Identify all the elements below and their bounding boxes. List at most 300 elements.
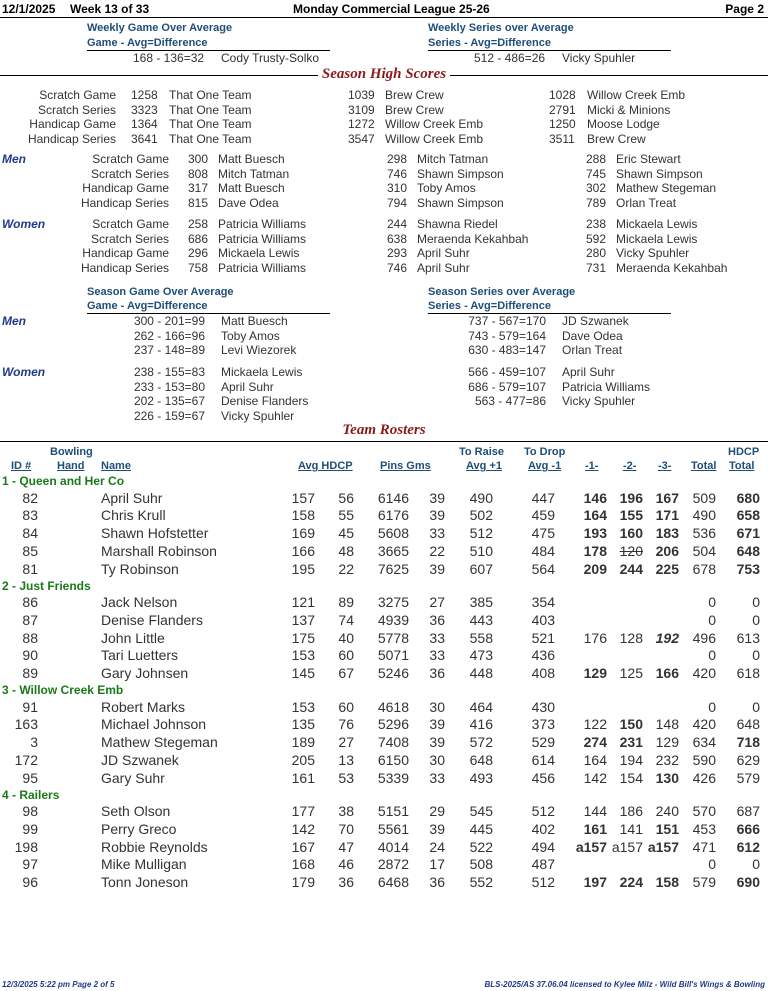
- player-raise: 648: [469, 751, 493, 768]
- player-avg: 153: [291, 698, 315, 715]
- weekly-series-title: Weekly Series over Average: [428, 22, 574, 34]
- weekly-game-title: Weekly Game Over Average: [87, 22, 233, 34]
- game-3: 151: [655, 820, 679, 837]
- player-pins: 5246: [377, 665, 409, 682]
- high-name: Patricia Williams: [218, 231, 307, 246]
- player-drop: 403: [531, 611, 555, 628]
- player-raise: 473: [469, 647, 493, 664]
- high-score: 3323: [131, 102, 158, 117]
- high-name: Toby Amos: [417, 181, 476, 195]
- col-g3: -3-: [658, 460, 672, 472]
- high-score: 731: [586, 260, 607, 275]
- game-2: 125: [619, 665, 643, 682]
- player-name: John Little: [101, 629, 165, 646]
- high-score: 1272: [348, 117, 375, 131]
- series-total: 536: [692, 525, 716, 542]
- player-raise: 493: [469, 769, 493, 786]
- high-name: Brew Crew: [587, 131, 646, 146]
- player-drop: 354: [531, 594, 555, 610]
- player-pins: 7625: [377, 560, 409, 577]
- player-gms: 39: [429, 820, 445, 837]
- high-score: 296: [188, 246, 209, 260]
- high-name: That One Team: [169, 88, 252, 102]
- player-raise: 445: [469, 820, 493, 837]
- player-drop: 436: [531, 647, 555, 664]
- season-series-sub: Series - Avg=Difference: [428, 300, 551, 312]
- header-rule: [0, 17, 768, 18]
- game-2: a157: [611, 838, 643, 855]
- series-total: 426: [692, 769, 716, 786]
- player-hdcp: 53: [338, 769, 354, 786]
- col-hdcp-bot: Total: [729, 460, 755, 472]
- high-score: 244: [387, 217, 408, 231]
- player-drop: 564: [531, 560, 555, 577]
- player-gms: 36: [429, 611, 445, 628]
- footer-right: BLS-2025/AS 37.06.04 licensed to Kylee Milz - Wild Bill's Wings & Bowling: [484, 980, 765, 989]
- player-drop: 459: [531, 507, 555, 524]
- col-hand: Hand: [57, 460, 85, 472]
- high-score: 293: [387, 246, 408, 260]
- league-name: Monday Commercial League 25-26: [293, 2, 490, 16]
- series-total: 570: [692, 803, 716, 819]
- high-score: 1250: [549, 117, 576, 131]
- player-name: Robert Marks: [101, 698, 186, 715]
- report-date: 12/1/2025: [2, 2, 56, 16]
- player-id: 172: [14, 751, 38, 768]
- player-id: 198: [14, 838, 38, 855]
- over-value: 238 - 155=83: [133, 365, 205, 379]
- high-score: 258: [188, 217, 209, 231]
- player-hdcp: 36: [338, 874, 354, 891]
- high-label: Scratch Series: [90, 231, 169, 246]
- high-name: Patricia Williams: [218, 217, 307, 231]
- player-avg: 167: [291, 838, 315, 855]
- player-gms: 33: [429, 769, 445, 786]
- player-gms: 33: [429, 647, 445, 664]
- high-name: Mitch Tatman: [417, 152, 489, 166]
- high-score: 1028: [549, 88, 576, 102]
- player-gms: 39: [429, 560, 445, 577]
- over-value: 262 - 166=96: [133, 328, 205, 343]
- player-avg: 179: [291, 874, 315, 891]
- game-3: 192: [655, 629, 679, 646]
- player-drop: 456: [531, 769, 555, 786]
- player-drop: 512: [531, 874, 555, 891]
- series-total: 0: [708, 698, 716, 715]
- player-id: 83: [22, 507, 38, 524]
- hdcp-total: 690: [736, 874, 760, 891]
- high-score: 638: [387, 231, 408, 246]
- series-total: 0: [708, 611, 716, 628]
- over-name: Vicky Spuhler: [221, 408, 295, 423]
- high-score: 745: [586, 166, 607, 181]
- high-name: Brew Crew: [385, 88, 444, 102]
- col-total: Total: [691, 460, 717, 472]
- over-name: Vicky Spuhler: [562, 394, 636, 408]
- high-name: Mickaela Lewis: [218, 246, 300, 260]
- over-name: Dave Odea: [562, 328, 623, 343]
- col-name: Name: [101, 460, 131, 472]
- col-raise-top: To Raise: [459, 446, 505, 458]
- game-2: 231: [619, 734, 643, 751]
- player-avg: 169: [291, 525, 315, 542]
- player-name: Denise Flanders: [101, 611, 203, 628]
- high-name: Willow Creek Emb: [385, 131, 484, 146]
- player-hdcp: 60: [338, 698, 354, 715]
- hdcp-total: 648: [736, 542, 760, 559]
- series-total: 490: [692, 507, 716, 524]
- season-series-title: Season Series over Average: [428, 286, 576, 298]
- high-score: 3511: [549, 131, 575, 146]
- game-3: 167: [655, 489, 679, 506]
- player-hdcp: 76: [338, 716, 354, 733]
- game-1: 176: [583, 629, 607, 646]
- series-total: 0: [708, 594, 716, 610]
- player-hdcp: 48: [338, 542, 354, 559]
- game-2: 194: [619, 751, 643, 768]
- team-name: 4 - Railers: [2, 787, 60, 802]
- player-hdcp: 13: [338, 751, 354, 768]
- player-drop: 487: [531, 856, 555, 873]
- game-2: 150: [619, 716, 643, 733]
- high-name: Moose Lodge: [587, 117, 660, 131]
- game-1: 193: [583, 525, 607, 542]
- player-pins: 6176: [377, 507, 409, 524]
- col-pins-gms: Pins Gms: [380, 460, 431, 472]
- player-drop: 484: [531, 542, 555, 559]
- hdcp-total: 629: [736, 751, 760, 768]
- player-raise: 558: [469, 629, 493, 646]
- weekly-game-sub: Game - Avg=Difference: [87, 37, 208, 49]
- player-hdcp: 74: [338, 611, 354, 628]
- hdcp-total: 687: [736, 803, 760, 819]
- player-avg: 205: [291, 751, 315, 768]
- game-2: 160: [619, 525, 643, 542]
- col-raise-bot: Avg +1: [466, 460, 502, 472]
- player-pins: 5296: [377, 716, 409, 733]
- player-gms: 39: [429, 489, 445, 506]
- high-score: 686: [188, 231, 209, 246]
- high-name: Brew Crew: [385, 102, 444, 117]
- player-pins: 5561: [377, 820, 409, 837]
- page-number: Page 2: [725, 2, 764, 16]
- hdcp-total: 648: [736, 716, 760, 733]
- player-avg: 158: [291, 507, 315, 524]
- player-hdcp: 70: [338, 820, 354, 837]
- player-gms: 33: [429, 629, 445, 646]
- women-label: Women: [2, 217, 46, 231]
- series-total: 0: [708, 856, 716, 873]
- high-score: 808: [188, 166, 209, 181]
- player-avg: 166: [291, 542, 315, 559]
- series-total: 453: [692, 820, 716, 837]
- player-pins: 5608: [377, 525, 409, 542]
- game-3: 166: [655, 665, 679, 682]
- over-value: 630 - 483=147: [468, 343, 546, 357]
- player-gms: 29: [429, 803, 445, 819]
- high-name: Shawn Simpson: [417, 195, 504, 210]
- game-2: 154: [619, 769, 643, 786]
- high-score: 310: [387, 181, 408, 195]
- player-drop: 521: [531, 629, 555, 646]
- player-hdcp: 27: [338, 734, 354, 751]
- player-drop: 529: [531, 734, 555, 751]
- hdcp-total: 666: [736, 820, 760, 837]
- high-score: 758: [188, 260, 209, 275]
- high-name: Mickaela Lewis: [616, 231, 698, 246]
- player-name: Chris Krull: [101, 507, 166, 524]
- over-name: April Suhr: [562, 365, 615, 379]
- over-name: Orlan Treat: [562, 343, 623, 357]
- game-1: 197: [583, 874, 607, 891]
- high-name: Shawn Simpson: [417, 166, 504, 181]
- series-total: 420: [692, 716, 716, 733]
- game-3: 171: [655, 507, 679, 524]
- player-drop: 494: [531, 838, 555, 855]
- player-hdcp: 56: [338, 489, 354, 506]
- series-total: 678: [692, 560, 716, 577]
- hdcp-total: 613: [736, 629, 760, 646]
- series-total: 496: [692, 629, 716, 646]
- player-gms: 30: [429, 698, 445, 715]
- player-hdcp: 89: [338, 594, 354, 610]
- game-2: 224: [619, 874, 643, 891]
- game-1: 144: [583, 803, 607, 819]
- series-total: 590: [692, 751, 716, 768]
- series-total: 420: [692, 665, 716, 682]
- player-raise: 502: [469, 507, 493, 524]
- player-gms: 24: [429, 838, 445, 855]
- game-2: 120: [619, 542, 643, 559]
- series-total: 634: [692, 734, 716, 751]
- player-pins: 5339: [377, 769, 409, 786]
- over-value: 737 - 567=170: [468, 314, 546, 328]
- over-value: 563 - 477=86: [474, 394, 546, 408]
- high-name: Orlan Treat: [616, 195, 677, 210]
- over-value: 237 - 148=89: [133, 343, 205, 357]
- player-drop: 447: [531, 489, 555, 506]
- game-2: 186: [619, 803, 643, 819]
- player-id: 91: [22, 698, 38, 715]
- game-3: 129: [655, 734, 679, 751]
- men-label-2: Men: [2, 314, 26, 328]
- game-1: a157: [575, 838, 607, 855]
- game-3: 240: [655, 803, 679, 819]
- team-name: 3 - Willow Creek Emb: [2, 683, 124, 697]
- hdcp-total: 618: [736, 665, 760, 682]
- game-1: 209: [583, 560, 607, 577]
- player-name: Jack Nelson: [101, 594, 178, 610]
- high-label: Scratch Series: [90, 166, 169, 181]
- high-label: Handicap Game: [29, 117, 116, 131]
- player-pins: 6468: [377, 874, 409, 891]
- high-score: 300: [188, 152, 209, 166]
- player-id: 81: [22, 560, 38, 577]
- game-1: 122: [583, 716, 607, 733]
- player-id: 97: [22, 856, 38, 873]
- over-name: April Suhr: [221, 379, 274, 394]
- hdcp-total: 0: [752, 647, 760, 664]
- player-gms: 36: [429, 874, 445, 891]
- player-name: Seth Olson: [101, 803, 171, 819]
- player-id: 90: [22, 647, 38, 664]
- player-name: Mike Mulligan: [101, 856, 187, 873]
- high-name: Willow Creek Emb: [587, 88, 686, 102]
- player-hdcp: 38: [338, 803, 354, 819]
- player-id: 99: [22, 820, 38, 837]
- player-raise: 490: [469, 489, 493, 506]
- high-score: 3109: [348, 102, 375, 117]
- player-pins: 5071: [377, 647, 409, 664]
- footer-left: 12/3/2025 5:22 pm Page 2 of 5: [2, 980, 115, 989]
- player-raise: 572: [469, 734, 493, 751]
- team-name: 2 - Just Friends: [2, 578, 91, 593]
- hdcp-total: 0: [752, 594, 760, 610]
- high-name: Micki & Minions: [587, 102, 671, 117]
- player-avg: 157: [291, 489, 315, 506]
- player-raise: 443: [469, 611, 493, 628]
- high-label: Scratch Game: [39, 88, 116, 102]
- player-raise: 607: [469, 560, 493, 577]
- player-hdcp: 47: [338, 838, 354, 855]
- hdcp-total: 0: [752, 856, 760, 873]
- hdcp-total: 680: [736, 489, 760, 506]
- player-raise: 510: [469, 542, 493, 559]
- weekly-series-name: Vicky Spuhler: [562, 51, 636, 65]
- high-label: Handicap Game: [82, 246, 169, 260]
- game-1: 129: [583, 665, 607, 682]
- player-name: Shawn Hofstetter: [101, 525, 209, 542]
- player-hdcp: 60: [338, 647, 354, 664]
- player-avg: 145: [291, 665, 315, 682]
- game-1: 178: [583, 542, 607, 559]
- game-1: 161: [583, 820, 607, 837]
- player-gms: 27: [429, 594, 445, 610]
- game-3: 206: [655, 542, 679, 559]
- game-1: 146: [583, 489, 607, 506]
- player-avg: 121: [291, 594, 315, 610]
- col-id: ID #: [11, 460, 32, 472]
- over-name: JD Szwanek: [562, 314, 629, 328]
- player-avg: 142: [291, 820, 315, 837]
- player-gms: 39: [429, 507, 445, 524]
- high-name: Shawna Riedel: [417, 217, 498, 231]
- player-id: 86: [22, 594, 38, 610]
- high-score: 592: [586, 231, 607, 246]
- player-pins: 2872: [377, 856, 409, 873]
- player-name: Ty Robinson: [101, 560, 179, 577]
- player-avg: 175: [291, 629, 315, 646]
- player-drop: 373: [531, 716, 555, 733]
- col-drop-top: To Drop: [524, 446, 566, 458]
- high-score: 280: [586, 246, 607, 260]
- player-drop: 475: [531, 525, 555, 542]
- col-g2: -2-: [623, 460, 637, 472]
- high-name: April Suhr: [417, 246, 470, 260]
- game-2: 196: [619, 489, 643, 506]
- game-3: a157: [647, 838, 679, 855]
- player-pins: 7408: [377, 734, 409, 751]
- player-gms: 39: [429, 716, 445, 733]
- high-name: Shawn Simpson: [616, 166, 703, 181]
- player-avg: 137: [291, 611, 315, 628]
- series-total: 504: [692, 542, 716, 559]
- player-hdcp: 67: [338, 665, 354, 682]
- over-value: 233 - 153=80: [133, 379, 205, 394]
- game-2: 155: [619, 507, 643, 524]
- player-name: April Suhr: [101, 489, 163, 506]
- hdcp-total: 0: [752, 698, 760, 715]
- player-avg: 189: [291, 734, 315, 751]
- player-avg: 135: [291, 716, 315, 733]
- high-label: Handicap Game: [82, 181, 169, 195]
- player-name: Gary Johnsen: [101, 665, 189, 682]
- high-name: Mitch Tatman: [218, 166, 290, 181]
- high-label: Scratch Game: [92, 217, 169, 231]
- high-label: Handicap Series: [80, 195, 169, 210]
- over-name: Patricia Williams: [562, 379, 651, 394]
- col-avg-hdcp: Avg HDCP: [298, 460, 353, 472]
- over-value: 202 - 135=67: [133, 394, 205, 408]
- high-score: 1039: [348, 88, 375, 102]
- player-avg: 161: [291, 769, 315, 786]
- player-pins: 4939: [377, 611, 409, 628]
- high-name: Patricia Williams: [218, 260, 307, 275]
- col-drop-bot: Avg -1: [528, 460, 562, 472]
- player-hdcp: 40: [338, 629, 354, 646]
- hdcp-total: 579: [736, 769, 760, 786]
- over-value: 566 - 459=107: [468, 365, 546, 379]
- over-name: Levi Wiezorek: [221, 343, 297, 357]
- player-gms: 17: [429, 856, 445, 873]
- over-value: 300 - 201=99: [133, 314, 205, 328]
- player-gms: 39: [429, 734, 445, 751]
- player-name: Michael Johnson: [101, 716, 207, 733]
- player-pins: 4014: [377, 838, 409, 855]
- player-pins: 3665: [377, 542, 409, 559]
- player-gms: 33: [429, 525, 445, 542]
- series-total: 471: [692, 838, 716, 855]
- player-drop: 614: [531, 751, 555, 768]
- player-id: 3: [30, 734, 38, 751]
- high-name: Dave Odea: [218, 195, 279, 210]
- game-1: 164: [583, 751, 607, 768]
- player-name: Marshall Robinson: [101, 542, 217, 559]
- player-id: 84: [22, 525, 38, 542]
- player-gms: 30: [429, 751, 445, 768]
- high-name: April Suhr: [417, 260, 470, 275]
- player-id: 88: [22, 629, 38, 646]
- player-drop: 408: [531, 665, 555, 682]
- player-pins: 5778: [377, 629, 409, 646]
- high-label: Scratch Series: [37, 102, 116, 117]
- high-score: 1258: [131, 88, 158, 102]
- player-hdcp: 46: [338, 856, 354, 873]
- col-hdcp-top: HDCP: [728, 446, 760, 458]
- player-id: 95: [22, 769, 38, 786]
- hdcp-total: 0: [752, 611, 760, 628]
- high-label: Handicap Series: [27, 131, 116, 146]
- player-name: Mathew Stegeman: [101, 734, 218, 751]
- player-name: Tonn Joneson: [101, 874, 189, 891]
- high-name: Matt Buesch: [218, 181, 285, 195]
- player-name: Tari Luetters: [101, 647, 179, 664]
- high-name: That One Team: [169, 131, 252, 146]
- week-info: Week 13 of 33: [70, 2, 150, 16]
- player-id: 89: [22, 665, 38, 682]
- player-name: Gary Suhr: [101, 769, 165, 786]
- over-name: Toby Amos: [221, 328, 280, 343]
